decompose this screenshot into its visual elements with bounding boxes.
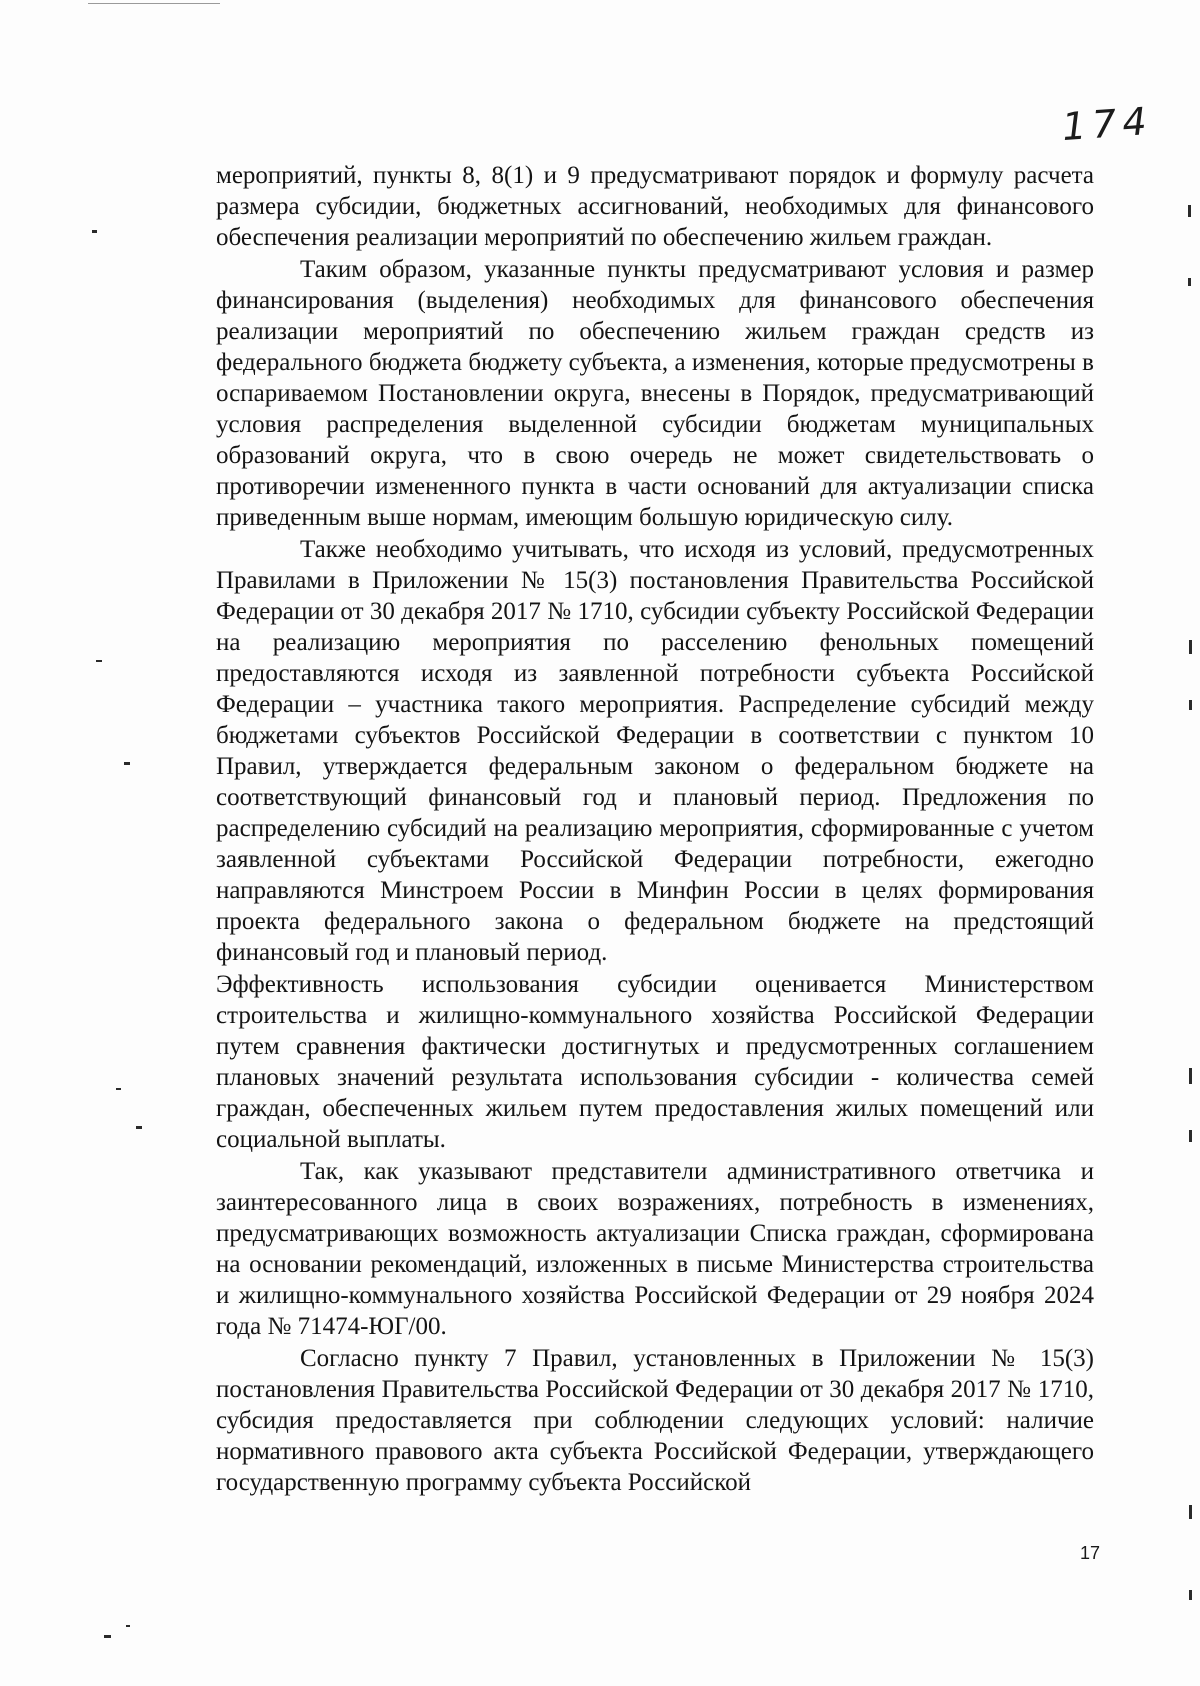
page-number: 17 <box>1080 1543 1101 1563</box>
document-body <box>216 160 1094 1498</box>
paragraph: Эффективность использования субсидии оценивается Министерством строительства и жилищно-коммунального хозяйства Российской Федерации путем сравнения фактически достигнутых и предусмотренных соглашением плановых значений результата использования субсидии - количества семей граждан, обеспеченных жильем путем предоставления жилых помещений или социальной выплаты. <box>216 971 1094 1153</box>
scan-speck <box>1189 700 1192 710</box>
scan-speck <box>1189 1130 1192 1142</box>
scan-speck <box>1189 1068 1192 1084</box>
scan-edge-line <box>88 0 220 4</box>
scan-speck <box>126 1625 130 1627</box>
scan-speck <box>96 660 102 662</box>
scan-speck <box>1189 640 1192 654</box>
scan-speck <box>1189 1590 1192 1600</box>
handwritten-folio-number: 174 <box>1060 98 1154 150</box>
paragraph-continuation: мероприятий, пункты 8, 8(1) и 9 предусматривают порядок и формулу расчета размера субсидии, бюджетных ассигнований, необходимых для финансового обеспечения реализации мероприятий по обеспечению жильем граждан. <box>216 162 1094 251</box>
scan-speck <box>104 1635 111 1638</box>
scan-speck <box>1188 278 1191 286</box>
paragraph: Так, как указывают представители административного ответчика и заинтересованного лица в своих возражениях, потребность в изменениях, предусматривающих возможность актуализации Списка граждан, сформирована на основании рекомендаций, изложенных в письме Министерства строительства и жилищно-коммунального хозяйства Российской Федерации от 29 ноября 2024 года № 71474-ЮГ/00. <box>216 1158 1094 1340</box>
paragraph: Также необходимо учитывать, что исходя из условий, предусмотренных Правилами в Приложении № 15(3) постановления Правительства Российской Федерации от 30 декабря 2017 № 1710, субсидии субъекту Российской Федерации на реализацию мероприятия по расселению фенольных помещений предоставляются исходя из заявленной потребности субъекта Российской Федерации – участника такого мероприятия. Распределение субсидий между бюджетами субъектов Российской Федерации в соответствии с пунктом 10 Правил, утверждается федеральным законом о федеральном бюджете на соответствующий финансовый год и плановый период. Предложения по распределению субсидий на реализацию мероприятия, сформированные с учетом заявленной субъектами Российской Федерации потребности, ежегодно направляются Минстроем России в Минфин России в целях формирования проекта федерального закона о федеральном бюджете на предстоящий финансовый год и плановый период. <box>216 536 1094 966</box>
scan-speck <box>124 762 130 765</box>
scan-speck <box>92 230 97 233</box>
scan-speck <box>1188 205 1191 217</box>
scan-speck <box>116 1088 121 1090</box>
scan-speck <box>1189 1505 1192 1519</box>
paragraph: Таким образом, указанные пункты предусматривают условия и размер финансирования (выделения) необходимых для финансового обеспечения реализации мероприятий по обеспечению жильем граждан средств из федерального бюджета бюджету субъекта, а изменения, которые предусмотрены в оспариваемом Постановлении округа, внесены в Порядок, предусматривающий условия распределения выделенной субсидии бюджетам муниципальных образований округа, что в свою очередь не может свидетельствовать о противоречии измененного пункта в части оснований для актуализации списка приведенным выше нормам, имеющим большую юридическую силу. <box>216 256 1094 531</box>
paragraph: Согласно пункту 7 Правил, установленных в Приложении № 15(3) постановления Правительства Российской Федерации от 30 декабря 2017 № 1710, субсидия предоставляется при соблюдении следующих условий: наличие нормативного правового акта субъекта Российской Федерации, утверждающего государственную программу субъекта Российской <box>216 1345 1094 1496</box>
scan-speck <box>136 1126 142 1129</box>
